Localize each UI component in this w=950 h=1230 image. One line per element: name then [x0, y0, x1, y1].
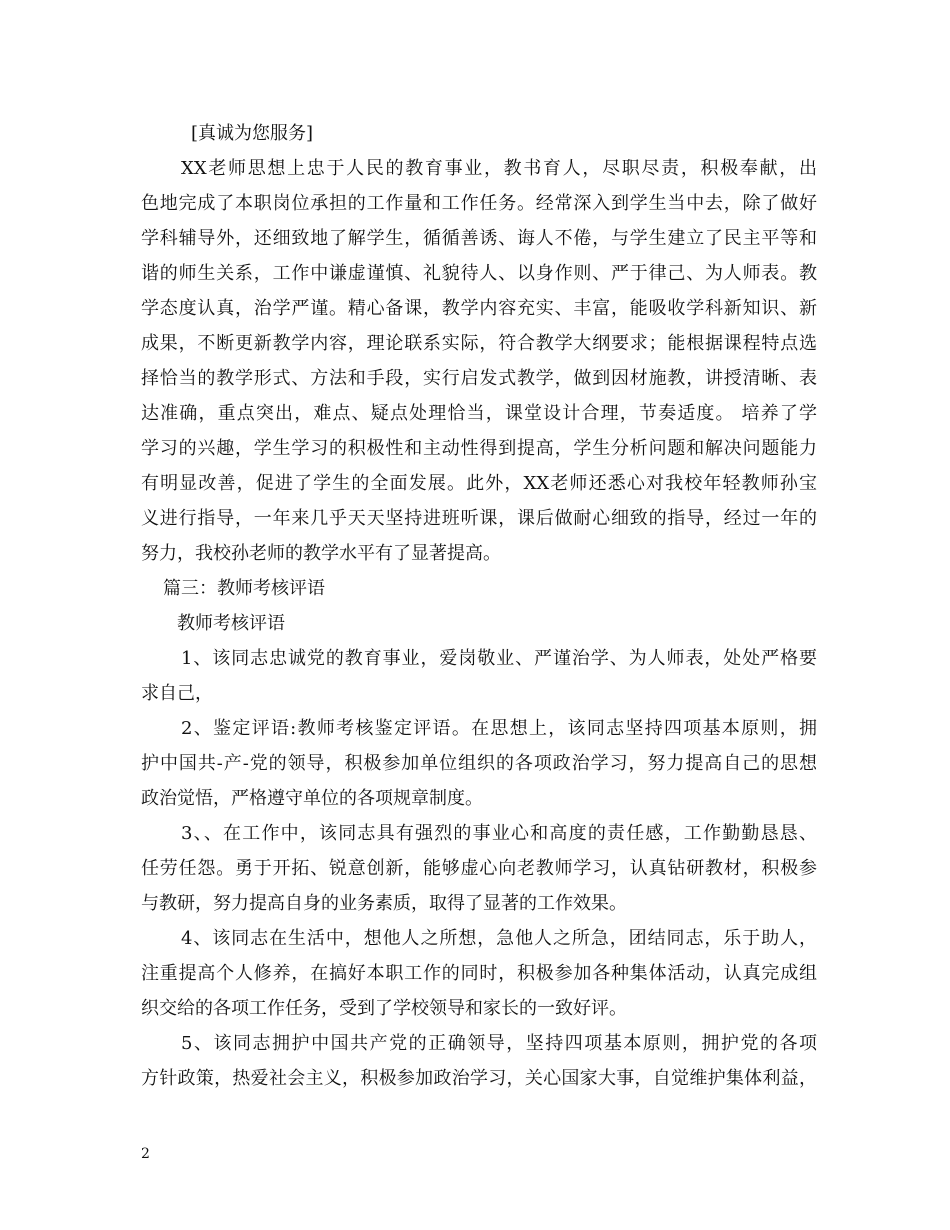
paragraph-line: 义进行指导，一年来几乎天天坚持进班听课，课后做耐心细致的指导，经过一年的 — [141, 508, 817, 529]
paragraph-line: 达准确，重点突出，难点、疑点处理恰当，课堂设计合理，节奏适度。 培养了学 — [141, 403, 817, 424]
item-line: 任劳任怨。勇于开拓、锐意创新，能够虚心向老教师学习，认真钻研教材，积极参 — [141, 858, 817, 879]
document-body — [141, 116, 817, 1096]
paragraph-line: 学习的兴趣，学生学习的积极性和主动性得到提高，学生分析问题和解决问题能力 — [141, 438, 817, 459]
paragraph-line: 谐的师生关系，工作中谦虚谨慎、礼貌待人、以身作则、严于律己、为人师表。教 — [141, 263, 817, 284]
item-line: 1、该同志忠诚党的教育事业，爱岗敬业、严谨治学、为人师表，处处严格要 — [181, 648, 817, 669]
item-line: 4、该同志在生活中，想他人之所想，急他人之所急，团结同志，乐于助人， — [181, 928, 817, 949]
chapter-heading: 篇三：教师考核评语 — [163, 578, 325, 599]
paragraph-line: 有明显改善，促进了学生的全面发展。此外，XX老师还悉心对我校年轻教师孙宝 — [141, 473, 817, 494]
item-line: 2、鉴定评语:教师考核鉴定评语。在思想上，该同志坚持四项基本原则，拥 — [181, 718, 817, 739]
item-line: 求自己， — [141, 683, 213, 704]
paragraph-line: 学态度认真，治学严谨。精心备课，教学内容充实、丰富，能吸收学科新知识、新 — [141, 298, 817, 319]
item-line: 注重提高个人修养，在搞好本职工作的同时，积极参加各种集体活动，认真完成组 — [141, 963, 817, 984]
page-number: 2 — [141, 1146, 150, 1162]
paragraph-line: 色地完成了本职岗位承担的工作量和工作任务。经常深入到学生当中去，除了做好 — [141, 193, 817, 214]
evaluation-item-2 — [141, 711, 817, 816]
item-line: 3、、在工作中，该同志具有强烈的事业心和高度的责任感，工作勤勤恳恳、 — [181, 823, 817, 844]
paragraph-line: 择恰当的教学形式、方法和手段，实行启发式教学，做到因材施教，讲授清晰、表 — [141, 368, 817, 389]
item-line: 护中国共-产-党的领导，积极参加单位组织的各项政治学习，努力提高自己的思想 — [141, 753, 817, 774]
paragraph-line: XX老师思想上忠于人民的教育事业，教书育人，尽职尽责，积极奉献，出 — [181, 158, 817, 179]
item-line: 5、该同志拥护中国共产党的正确领导，坚持四项基本原则，拥护党的各项 — [181, 1033, 817, 1054]
evaluation-item-3 — [141, 816, 817, 921]
paragraph-line: 学科辅导外，还细致地了解学生，循循善诱、诲人不倦，与学生建立了民主平等和 — [141, 228, 817, 249]
evaluation-item-4 — [141, 921, 817, 1026]
item-line: 政治觉悟，严格遵守单位的各项规章制度。 — [141, 788, 483, 809]
paragraph-line: 成果，不断更新教学内容，理论联系实际，符合教学大纲要求；能根据课程特点选 — [141, 333, 817, 354]
evaluation-item-1 — [141, 641, 817, 711]
paragraph-teacher-evaluation — [141, 151, 817, 571]
item-line: 与教研，努力提高自身的业务素质，取得了显著的工作效果。 — [141, 893, 627, 914]
item-line: 织交给的各项工作任务，受到了学校领导和家长的一致好评。 — [141, 998, 627, 1019]
service-line: [真诚为您服务] — [191, 123, 314, 144]
evaluation-item-5 — [141, 1026, 817, 1096]
section-title: 教师考核评语 — [177, 613, 285, 634]
paragraph-line: 努力，我校孙老师的教学水平有了显著提高。 — [141, 543, 501, 564]
item-line: 方针政策，热爱社会主义，积极参加政治学习，关心国家大事，自觉维护集体利益， — [141, 1068, 817, 1089]
